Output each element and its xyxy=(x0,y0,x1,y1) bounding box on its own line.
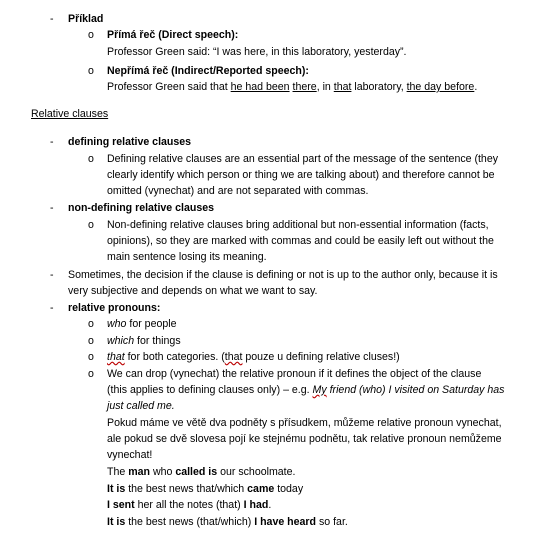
sometimes-text-line: Sometimes, the decision if the clause is defining or not is up to the author only, because it is xyxy=(68,269,498,281)
circle-bullet: o xyxy=(88,368,94,380)
circle-bullet: o xyxy=(88,65,94,77)
example-sentence: The man who called is our schoolmate. xyxy=(107,466,296,478)
drop-pronoun-line: (this applies to defining clauses only) – e.g. My friend (who) I visited on Saturday has xyxy=(107,384,505,396)
dash-bullet: - xyxy=(50,136,54,148)
circle-bullet: o xyxy=(88,29,94,41)
non-defining-text-line: opinions), so they are marked with commas and could be easily left out without the xyxy=(107,235,494,247)
czech-note-line: Pokud máme ve větě dva podněty s přísudkem, můžeme relative pronoun vynechat, xyxy=(107,417,502,429)
czech-note-line: ale pokud se dvě slovesa pojí ke stejnému podnětu, tak relative pronoun nemůžeme xyxy=(107,433,502,445)
defining-text-line: omitted (vynechat) and are not separated with commas. xyxy=(107,185,369,197)
pronoun-that-line: that for both categories. (that pouze u defining relative cluses!) xyxy=(107,351,400,363)
drop-pronoun-line: just called me. xyxy=(107,400,175,412)
circle-bullet: o xyxy=(88,351,94,363)
defining-heading: defining relative clauses xyxy=(68,136,192,148)
circle-bullet: o xyxy=(88,219,94,231)
drop-pronoun-line: We can drop (vynechat) the relative pronoun if it defines the object of the clause xyxy=(107,368,482,380)
pronoun-who-line: who for people xyxy=(107,318,177,330)
dash-bullet: - xyxy=(50,202,54,214)
defining-text-line: clearly identify which person or thing we are talking about) and therefore cannot be xyxy=(107,169,495,181)
circle-bullet: o xyxy=(88,318,94,330)
czech-note-line: vynechat! xyxy=(107,449,153,461)
defining-text-line: Defining relative clauses are an essential part of the message of the sentence (they xyxy=(107,153,499,165)
example-sentence: I sent her all the notes (that) I had. xyxy=(107,499,272,511)
non-defining-text-line: main sentence losing its meaning. xyxy=(107,251,267,263)
indirect-speech-label: Nepřímá řeč (Indirect/Reported speech): xyxy=(107,65,309,77)
non-defining-text-line: Non-defining relative clauses bring additional but non-essential information (facts, xyxy=(107,219,489,231)
pronouns-heading: relative pronouns: xyxy=(68,302,161,314)
direct-speech-text: Professor Green said: “I was here, in this laboratory, yesterday”. xyxy=(107,46,407,58)
example-sentence: It is the best news that/which came today xyxy=(107,483,304,495)
circle-bullet: o xyxy=(88,335,94,347)
sometimes-text-line: very subjective and depends on what we want to say. xyxy=(68,285,318,297)
indirect-speech-text: Professor Green said that he had been there, in that laboratory, the day before. xyxy=(107,81,478,93)
example-sentence: It is the best news (that/which) I have heard so far. xyxy=(107,516,348,528)
circle-bullet: o xyxy=(88,153,94,165)
dash-bullet: - xyxy=(50,302,54,314)
non-defining-heading: non-defining relative clauses xyxy=(68,202,214,214)
example-heading: Příklad xyxy=(68,13,104,25)
dash-bullet: - xyxy=(50,269,54,281)
section-title: Relative clauses xyxy=(31,108,109,120)
direct-speech-label: Přímá řeč (Direct speech): xyxy=(107,29,239,41)
dash-bullet: - xyxy=(50,13,54,25)
pronoun-which-line: which for things xyxy=(107,335,181,347)
